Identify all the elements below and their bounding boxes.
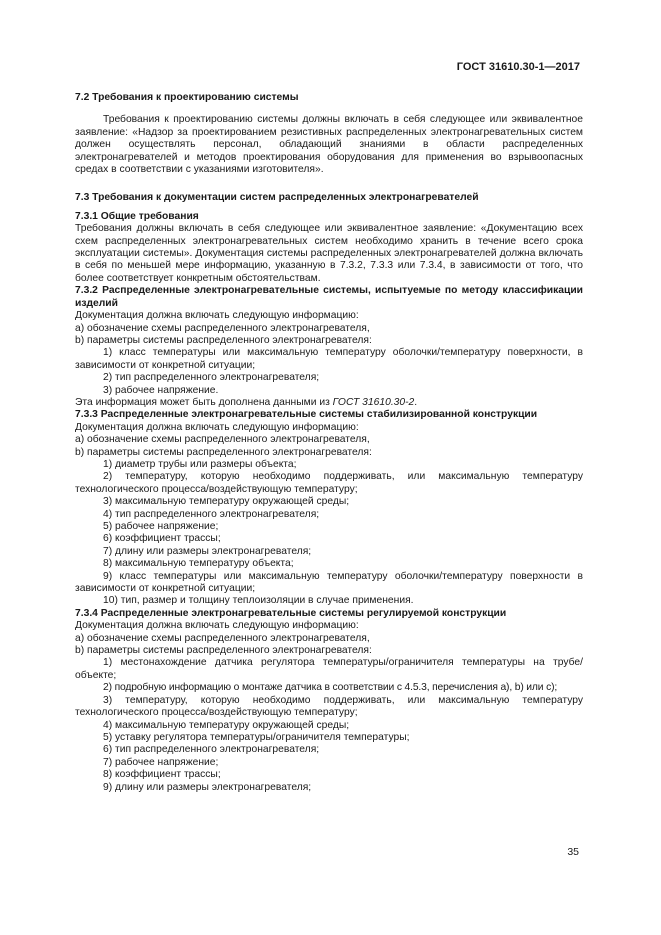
section-7-3-3-item-a: а) обозначение схемы распределенного электронагревателя, bbox=[75, 434, 370, 446]
section-7-3-title: 7.3 Требования к документации систем распределенных электронагревателей bbox=[75, 192, 479, 204]
section-7-3-4-item-b: b) параметры системы распределенного электронагревателя: bbox=[75, 645, 372, 657]
section-7-3-1-text: Требования должны включать в себя следующее или эквивалентное заявление: «Документацию всех схем распределенных электронагревательных систем необходимо хранить в течение всего срока эксплуатации системы». Документация системы распределенных электронагревателей должна включать в себя по меньшей мере информацию, указанную в 7.3.2, 7.3.3 или 7.3.4, в зависимости от того, что более соответствует конкретным обстоятельствам. bbox=[75, 223, 583, 284]
list-item: 1) класс температуры или максимальную температуру оболочки/температуру поверхности, в зависимости от конкретной ситуации; bbox=[75, 347, 583, 371]
section-7-3-4-item-a: а) обозначение схемы распределенного электронагревателя, bbox=[75, 632, 370, 644]
section-7-3-2-title: 7.3.2 Распределенные электронагревательные системы, испытуемые по методу классификации изделий bbox=[75, 285, 583, 309]
list-item: 6) тип распределенного электронагревателя; bbox=[103, 744, 320, 756]
page-number: 35 bbox=[567, 846, 579, 858]
list-item: 2) подробную информацию о монтаже датчика в соответствии с 4.5.3, перечисления а), b) или с); bbox=[103, 682, 558, 694]
section-7-3-1-title: 7.3.1 Общие требования bbox=[75, 210, 199, 222]
section-7-2-text: Требования к проектированию системы должны включать в себя следующее или эквивалентное заявление: «Надзор за проектированием резистивных распределенных электронагревательных систем должен осуществлять персонал, обладающий знаниями в области распределенных электронагревателей и методов проектирования оборудования для применения во взрывоопасных средах в соответствии с указаниями изготовителя». bbox=[75, 114, 583, 176]
list-item: 3) температуру, которую необходимо поддерживать, или максимальную температуру технологического процесса/воздействующую температуру; bbox=[75, 694, 583, 719]
list-item: 8) максимальную температуру объекта; bbox=[103, 558, 294, 570]
list-item: 4) максимальную температуру окружающей среды; bbox=[103, 719, 350, 731]
section-7-3-4-intro: Документация должна включать следующую информацию: bbox=[75, 620, 359, 632]
section-7-3-3-item-b: b) параметры системы распределенного электронагревателя: bbox=[75, 446, 372, 458]
section-7-3-2-intro: Документация должна включать следующую информацию: bbox=[75, 310, 359, 322]
list-item: 7) длину или размеры электронагревателя; bbox=[103, 545, 312, 557]
list-item: 9) длину или размеры электронагревателя; bbox=[103, 781, 312, 793]
document-id: ГОСТ 31610.30-1—2017 bbox=[456, 61, 580, 73]
list-item: 2) температуру, которую необходимо поддерживать, или максимальную температуру технологического процесса/воздействующую температуру; bbox=[75, 471, 583, 495]
section-7-3-3-intro: Документация должна включать следующую информацию: bbox=[75, 421, 359, 433]
list-item: 3) максимальную температуру окружающей среды; bbox=[103, 496, 350, 508]
list-item: 10) тип, размер и толщину теплоизоляции в случае применения. bbox=[103, 595, 414, 607]
section-7-3-2-note: Эта информация может быть дополнена данными из ГОСТ 31610.30-2. bbox=[75, 396, 418, 408]
list-item: 2) тип распределенного электронагревателя; bbox=[103, 372, 320, 384]
list-item: 9) класс температуры или максимальную температуру оболочки/температуру поверхности в зависимости от конкретной ситуации; bbox=[75, 570, 583, 595]
list-item: 4) тип распределенного электронагревателя; bbox=[103, 508, 320, 520]
section-7-2-title: 7.2 Требования к проектированию системы bbox=[75, 92, 299, 103]
list-item: 1) местонахождение датчика регулятора температуры/ограничителя температуры на трубе/объекте; bbox=[75, 657, 583, 681]
list-item: 6) коэффициент трассы; bbox=[103, 533, 221, 545]
list-item: 1) диаметр трубы или размеры объекта; bbox=[103, 458, 297, 470]
standard-reference: ГОСТ 31610.30-2 bbox=[332, 396, 415, 408]
section-7-3-4-title: 7.3.4 Распределенные электронагревательные системы регулируемой конструкции bbox=[75, 607, 507, 619]
section-7-3-2-item-a: а) обозначение схемы распределенного электронагревателя, bbox=[75, 322, 370, 334]
list-item: 8) коэффициент трассы; bbox=[103, 769, 221, 781]
section-7-3-3-title: 7.3.3 Распределенные электронагревательные системы стабилизированной конструкции bbox=[75, 409, 538, 421]
list-item: 7) рабочее напряжение; bbox=[103, 756, 219, 768]
document-body bbox=[75, 92, 583, 794]
list-item: 5) уставку регулятора температуры/ограничителя температуры; bbox=[103, 731, 410, 743]
list-item: 5) рабочее напряжение; bbox=[103, 521, 219, 532]
list-item: 3) рабочее напряжение. bbox=[103, 384, 219, 396]
section-7-3-2-item-b: b) параметры системы распределенного электронагревателя: bbox=[75, 334, 372, 346]
